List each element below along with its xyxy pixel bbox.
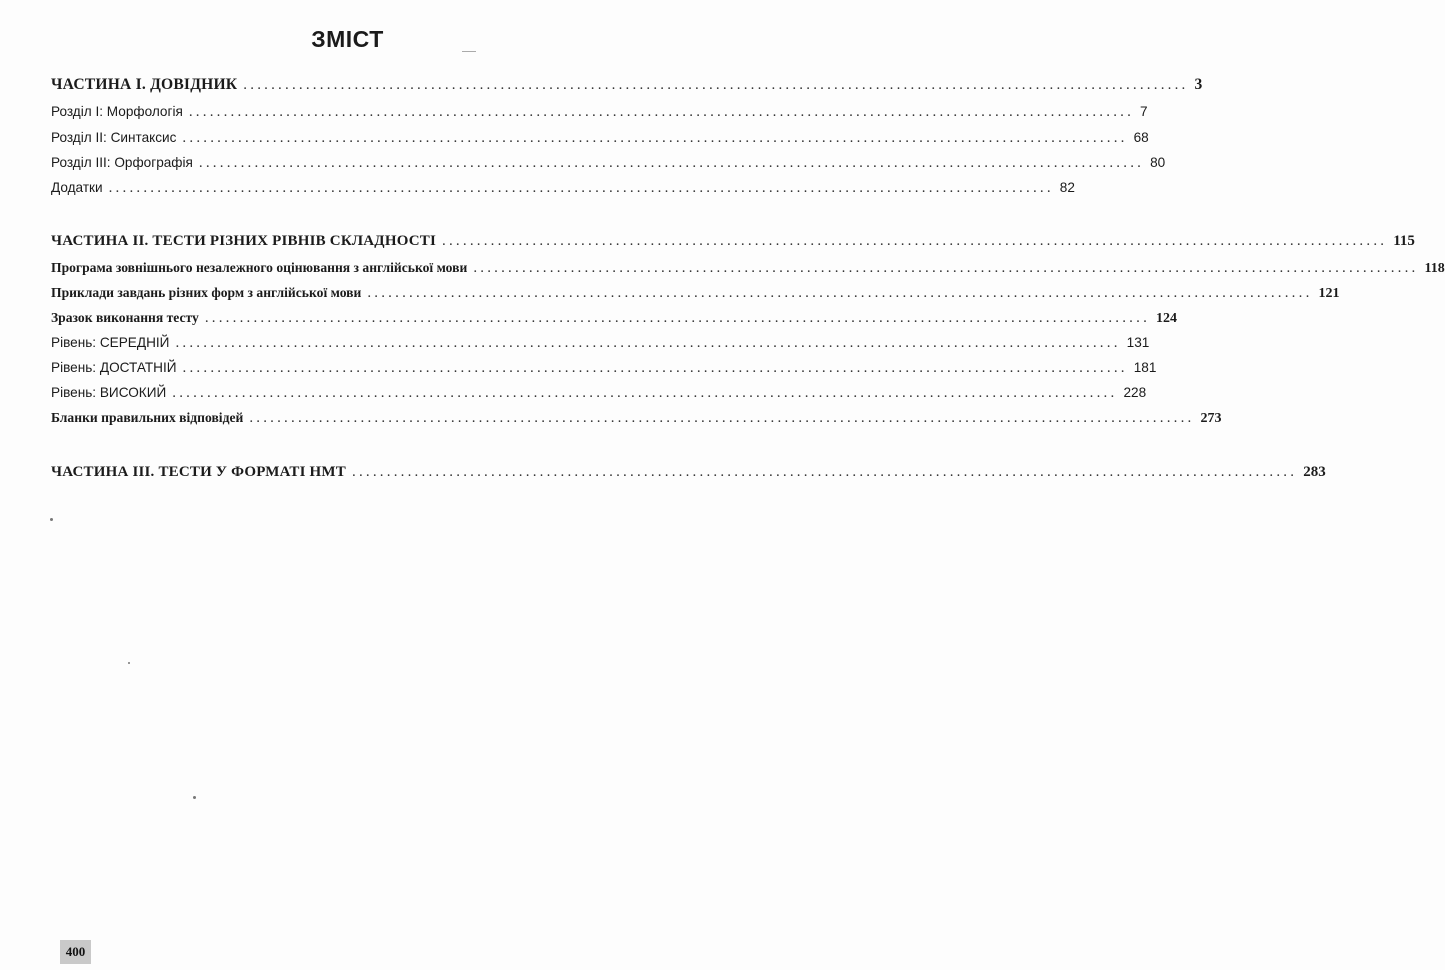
dot-leader: ........................................................................................................................................ (204, 310, 1151, 326)
toc-entry-page: 7 (1140, 104, 1148, 119)
toc-entry-label: Зразок виконання тесту (51, 310, 199, 325)
toc-entry-part-1[interactable] (51, 76, 1203, 94)
toc-entry-label: Рівень: СЕРЕДНІЙ (51, 335, 170, 350)
toc-entry-page: 273 (1200, 411, 1222, 426)
dot-leader: ........................................................................................................................................ (198, 155, 1145, 171)
toc-entry-page: 181 (1133, 360, 1157, 375)
toc-entry-page: 228 (1123, 385, 1147, 400)
dot-leader: ........................................................................................................................................ (367, 285, 1313, 301)
toc-entry-label: Бланки правильних відповідей (51, 410, 244, 425)
dot-leader: ........................................................................................................................................ (249, 410, 1195, 426)
toc-entry-part-3[interactable] (51, 464, 1326, 481)
toc-entry-level-medium[interactable] (51, 335, 1150, 352)
dot-leader: ........................................................................................................................................ (172, 385, 1118, 401)
scan-speck (50, 518, 53, 521)
dot-leader: ........................................................................................................................................ (442, 233, 1388, 249)
dot-leader: ........................................................................................................................................ (243, 77, 1189, 93)
toc-entry-test-sample[interactable] (51, 310, 1178, 327)
toc-entry-label: Рівень: ДОСТАТНІЙ (51, 360, 177, 375)
toc-entry-exam-program[interactable] (51, 260, 1445, 277)
dot-leader: ........................................................................................................................................ (175, 335, 1121, 351)
toc-entry-label: Приклади завдань різних форм з англійської мови (51, 285, 362, 300)
toc-entry-page: 124 (1156, 311, 1178, 326)
dot-leader: ........................................................................................................................................ (352, 464, 1298, 480)
scan-speck (128, 662, 130, 664)
dot-leader: ........................................................................................................................................ (188, 104, 1135, 120)
toc-entry-label: Програма зовнішнього незалежного оцінювання з англійської мови (51, 260, 468, 275)
toc-entry-answer-sheets[interactable] (51, 410, 1222, 427)
toc-entry-syntax[interactable] (51, 130, 1149, 147)
toc-entry-page: 68 (1133, 130, 1149, 145)
toc-entry-level-high[interactable] (51, 385, 1147, 402)
toc-entry-label: Розділ ІІІ: Орфографія (51, 155, 193, 170)
scan-speck (462, 51, 476, 52)
toc-entry-part-2[interactable] (51, 233, 1415, 250)
toc-entry-label: ЧАСТИНА ІІ. ТЕСТИ РІЗНИХ РІВНІВ СКЛАДНОСТІ (51, 233, 437, 249)
dot-leader: ........................................................................................................................................ (182, 130, 1128, 146)
toc-entry-page: 80 (1150, 155, 1166, 170)
toc-entry-appendices[interactable] (51, 180, 1075, 197)
page-number: 400 (60, 940, 91, 964)
toc-entry-page: 115 (1393, 233, 1415, 249)
toc-entry-page: 3 (1194, 76, 1203, 93)
scan-speck (193, 796, 196, 799)
toc-entry-label: Розділ І: Морфологія (51, 104, 183, 119)
toc-entry-morphology[interactable] (51, 104, 1148, 121)
dot-leader: ........................................................................................................................................ (108, 180, 1054, 196)
toc-entry-label: Розділ ІІ: Синтаксис (51, 130, 177, 145)
toc-entry-page: 118 (1424, 261, 1445, 276)
page-title: ЗМІСТ (311, 26, 384, 52)
toc-entry-page: 131 (1126, 335, 1150, 350)
toc-entry-label: Рівень: ВИСОКИЙ (51, 385, 167, 400)
toc-entry-orthography[interactable] (51, 155, 1166, 172)
toc-entry-label: Додатки (51, 180, 103, 195)
dot-leader: ........................................................................................................................................ (473, 260, 1419, 276)
toc-entry-page: 121 (1318, 286, 1340, 301)
dot-leader: ........................................................................................................................................ (182, 360, 1128, 376)
toc-entry-label: ЧАСТИНА І. ДОВІДНИК (51, 76, 238, 93)
toc-entry-page: 82 (1059, 180, 1075, 195)
toc-entry-level-sufficient[interactable] (51, 360, 1157, 377)
toc-entry-task-examples[interactable] (51, 285, 1340, 302)
toc-entry-page: 283 (1303, 464, 1326, 480)
toc-entry-label: ЧАСТИНА ІІІ. ТЕСТИ У ФОРМАТІ НМТ (51, 464, 346, 480)
